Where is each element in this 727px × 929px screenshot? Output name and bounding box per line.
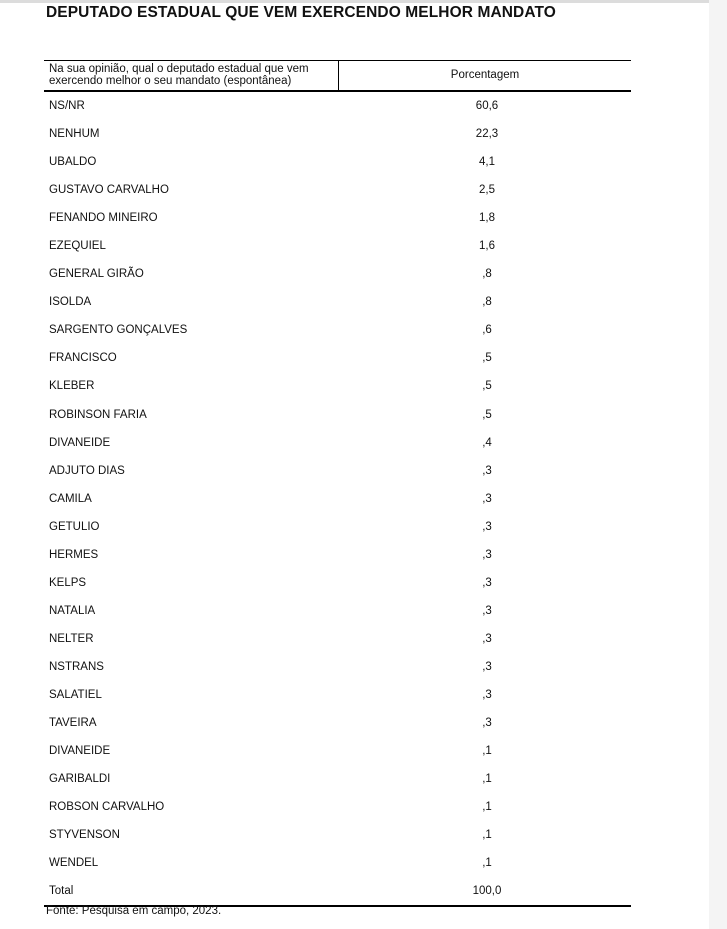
table-header bbox=[44, 61, 631, 92]
right-margin-strip bbox=[709, 0, 727, 929]
row-value: ,3 bbox=[482, 464, 492, 477]
row-name: SALATIEL bbox=[49, 689, 102, 701]
row-name: NATALIA bbox=[49, 604, 96, 617]
table-row bbox=[44, 148, 631, 176]
table-row bbox=[44, 204, 631, 232]
table-row bbox=[44, 92, 631, 120]
top-border-strip bbox=[0, 0, 727, 3]
row-name: NS/NR bbox=[49, 100, 85, 113]
row-name: FENANDO MINEIRO bbox=[49, 212, 158, 225]
row-value: 2,5 bbox=[479, 184, 495, 197]
question-header: Na sua opinião, qual o deputado estadual que vem exercendo melhor o seu mandato (espontânea) bbox=[44, 61, 339, 90]
row-value: ,1 bbox=[482, 857, 492, 870]
row-name: ROBSON CARVALHO bbox=[49, 801, 165, 814]
table-row bbox=[44, 401, 631, 429]
table-row bbox=[44, 681, 631, 709]
row-value: ,3 bbox=[482, 576, 492, 589]
row-name: STYVENSON bbox=[49, 829, 120, 842]
row-name: SARGENTO GONÇALVES bbox=[49, 324, 188, 337]
table-row bbox=[44, 316, 631, 344]
row-value: ,3 bbox=[482, 632, 492, 645]
table-row bbox=[44, 232, 631, 260]
row-value: 60,6 bbox=[475, 100, 499, 113]
row-name: UBALDO bbox=[49, 156, 97, 169]
row-name: NSTRANS bbox=[49, 660, 104, 673]
table-row bbox=[44, 849, 631, 877]
row-value: ,3 bbox=[482, 604, 492, 617]
total-label: Total bbox=[49, 885, 74, 898]
total-value: 100,0 bbox=[472, 885, 502, 898]
table-row bbox=[44, 793, 631, 821]
row-name: ROBINSON FARIA bbox=[49, 408, 147, 421]
row-name: TAVEIRA bbox=[49, 717, 97, 730]
table-row bbox=[44, 513, 631, 541]
row-name: CAMILA bbox=[49, 492, 92, 505]
table-row bbox=[44, 429, 631, 457]
table-row bbox=[44, 653, 631, 681]
row-value: 1,6 bbox=[479, 240, 495, 253]
row-name: NELTER bbox=[49, 632, 94, 645]
row-value: ,4 bbox=[482, 436, 492, 449]
table-row bbox=[44, 569, 631, 597]
row-value: 1,8 bbox=[479, 212, 495, 225]
row-name: DIVANEIDE bbox=[49, 436, 111, 449]
row-value: 4,1 bbox=[479, 156, 495, 169]
row-name: KLEBER bbox=[49, 380, 95, 393]
row-value: ,5 bbox=[482, 380, 492, 393]
table-row bbox=[44, 288, 631, 316]
row-value: ,1 bbox=[482, 829, 492, 842]
table-row bbox=[44, 821, 631, 849]
row-name: FRANCISCO bbox=[49, 352, 117, 365]
row-name: DIVANEIDE bbox=[49, 745, 111, 758]
table-row bbox=[44, 765, 631, 793]
row-value: ,8 bbox=[482, 268, 492, 281]
row-name: GARIBALDI bbox=[49, 773, 111, 786]
table-row bbox=[44, 176, 631, 204]
table-row bbox=[44, 485, 631, 513]
table-row bbox=[44, 344, 631, 372]
row-name: GENERAL GIRÃO bbox=[49, 268, 144, 281]
row-name: NENHUM bbox=[49, 128, 100, 141]
row-name: GUSTAVO CARVALHO bbox=[49, 184, 169, 197]
table-row bbox=[44, 709, 631, 737]
row-value: ,3 bbox=[482, 520, 492, 533]
row-name: ISOLDA bbox=[49, 296, 92, 309]
row-value: ,3 bbox=[482, 660, 492, 673]
table-row bbox=[44, 260, 631, 288]
row-name: HERMES bbox=[49, 548, 99, 561]
table-row bbox=[44, 597, 631, 625]
row-value: ,1 bbox=[482, 745, 492, 758]
row-name: EZEQUIEL bbox=[49, 240, 106, 253]
row-name: WENDEL bbox=[49, 857, 99, 870]
row-value: ,6 bbox=[482, 324, 492, 337]
row-value: ,3 bbox=[482, 689, 492, 701]
row-value: ,3 bbox=[482, 548, 492, 561]
results-table bbox=[44, 60, 631, 907]
total-row bbox=[44, 877, 631, 907]
row-value: ,3 bbox=[482, 717, 492, 730]
percentage-header: Porcentagem bbox=[450, 69, 520, 81]
row-value: ,8 bbox=[482, 296, 492, 309]
row-value: 22,3 bbox=[475, 128, 499, 141]
table-row bbox=[44, 372, 631, 400]
table-row bbox=[44, 120, 631, 148]
table-row bbox=[44, 737, 631, 765]
row-value: ,5 bbox=[482, 352, 492, 365]
row-value: ,1 bbox=[482, 801, 492, 814]
row-name: GETULIO bbox=[49, 520, 100, 533]
table-row bbox=[44, 457, 631, 485]
row-value: ,5 bbox=[482, 408, 492, 421]
source-note: Fonte: Pesquisa em campo, 2023. bbox=[46, 905, 222, 917]
table-body bbox=[44, 92, 631, 877]
table-row bbox=[44, 541, 631, 569]
table-row bbox=[44, 625, 631, 653]
page-title: DEPUTADO ESTADUAL QUE VEM EXERCENDO MELHOR MANDATO bbox=[46, 4, 556, 21]
row-name: ADJUTO DIAS bbox=[49, 464, 125, 477]
row-name: KELPS bbox=[49, 576, 87, 589]
row-value: ,1 bbox=[482, 773, 492, 786]
row-value: ,3 bbox=[482, 492, 492, 505]
